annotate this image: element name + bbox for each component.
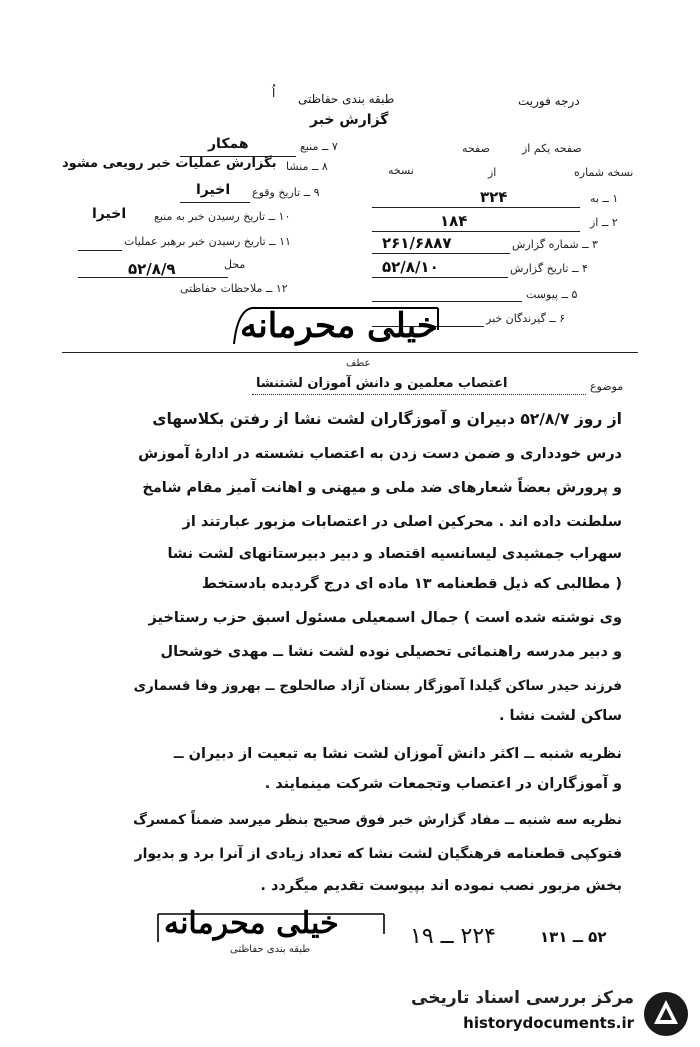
classification-label: طبقه بندی حفاظتی: [298, 92, 395, 106]
body-line: درس خودداری و ضمن دست زدن به اعتصاب نشسته در ادارهٔ آموزش: [138, 446, 622, 462]
report-no-label: ۳ ــ شماره گزارش: [512, 238, 598, 251]
origin-label: ۸ ــ منشا: [286, 160, 328, 173]
stamp-bottom-sub: طبقه بندی حفاظتی: [230, 944, 311, 955]
comment-three-line: فتوکپی قطعنامه فرهنگیان لشت نشا که تعداد زیادی از آنرا برد و بدیوار: [134, 846, 622, 862]
copy-suffix: نسخه: [388, 164, 414, 177]
body-line: سلطنت داده اند . محرکین اصلی در اعتصابات مزبور عبارتند از: [182, 514, 622, 530]
source-label: ۷ ــ منبع: [300, 140, 338, 153]
subject-text: اعتصاب معلمین و دانش آموزان لشتنشا: [256, 376, 508, 391]
report-title: گزارش خبر: [310, 112, 389, 128]
subject-label: موضوع: [590, 380, 624, 393]
body-line: و دبیر مدرسه راهنمائی تحصیلی نوده لشت نشا ــ مهدی خوشحال: [160, 644, 622, 660]
subject-annotation: عطف: [346, 358, 371, 369]
received-source-value: اخیرا: [92, 206, 127, 222]
comment-two-line: و آموزگاران در اعتصاب وتجمعات شرکت مینمایند .: [264, 776, 622, 792]
report-no-value: ۲۶۱/۶۸۸۷: [382, 234, 452, 252]
urgency-label: درجه فوریت: [518, 94, 580, 108]
comment-three-line: بخش مزبور نصب نموده اند بپیوست تقدیم میگردد .: [260, 878, 622, 894]
occurrence-date-label: ۹ ــ تاریخ وقوع: [252, 186, 320, 199]
body-line: سهراب جمشیدی لیسانسیه اقتصاد و دبیر دبیرستانهای لشت نشا: [167, 546, 622, 562]
place-underline: [78, 277, 228, 278]
from-value: ۱۸۴: [440, 212, 468, 230]
notes-label: ۱۲ ــ ملاحظات حفاظتی: [180, 282, 288, 295]
body-line: و پرورش بعضاً شعارهای ضد ملی و میهنی و اهانت آمیز مقام شامخ: [142, 480, 622, 496]
body-line: ساکن لشت نشا .: [498, 708, 622, 724]
body-line: از روز ۵۲/۸/۷ دبیران و آموزگاران لشت نشا از رفتن بکلاسهای: [152, 410, 622, 428]
handwritten-ref: ۲۲۴ ــ ۱۹: [410, 924, 496, 949]
body-line: فرزند حیدر ساکن گیلدا آموزگار بستان آزاد صالحلوج ــ بهروز وفا قسماری: [133, 678, 622, 694]
page-label: صفحه یکم از: [522, 142, 582, 155]
occurrence-date-value: اخیرا: [196, 182, 231, 198]
report-date-label: ۴ ــ تاریخ گزارش: [510, 262, 588, 275]
watermark-title: مرکز بررسی اسناد تاریخی: [411, 988, 634, 1008]
origin-value: بگزارش عملیات خبر رویعی مشود: [62, 156, 277, 171]
watermark-url: historydocuments.ir: [463, 1014, 634, 1032]
body-line: ( مطالبی که ذیل قطعنامه ۱۳ ماده ای درج گردیده بادستخط: [201, 576, 622, 592]
comment-three-line: نظریه سه شنبه ــ مفاد گزارش خبر فوق صحیح بنظر میرسد ضمناً کمسرگ: [133, 812, 622, 828]
to-underline: [372, 207, 580, 208]
to-value: ۳۲۴: [480, 188, 508, 206]
received-ops-underline: [78, 250, 122, 251]
place-value: ۵۲/۸/۹: [128, 260, 176, 278]
from-underline: [372, 231, 580, 232]
report-date-value: ۵۲/۸/۱۰: [382, 258, 439, 276]
report-no-underline: [372, 253, 510, 254]
header-divider: [62, 352, 638, 353]
received-source-label: ۱۰ ــ تاریخ رسیدن خبر به منبع: [154, 210, 291, 223]
page-suffix: صفحه: [462, 142, 490, 155]
source-value: همکار: [208, 136, 249, 152]
subject-underline: [252, 394, 586, 395]
attachment-label: ۵ ــ پیوست: [526, 288, 578, 301]
recipients-label: ۶ ــ گیرندگان خبر: [486, 312, 566, 325]
comment-two-line: نظریه شنبه ــ اکثر دانش آموزان لشت نشا به تبعیت از دبیران ــ: [173, 746, 622, 762]
bottom-code: ۵۲ ــ ۱۳۱: [540, 928, 607, 946]
received-ops-label: ۱۱ ــ تاریخ رسیدن خبر برهبر عملیات: [124, 235, 291, 248]
archive-logo-icon: [642, 990, 690, 1038]
stamp-bottom: خیلی محرمانه: [164, 906, 339, 941]
from-label: ۲ ــ از: [590, 216, 618, 229]
watermark: [411, 986, 692, 1042]
report-date-underline: [372, 277, 508, 278]
occurrence-date-underline: [180, 202, 250, 203]
classification-mark: اُ: [272, 86, 276, 100]
place-label: محل: [224, 258, 246, 271]
stamp-top: خیلی محرمانه: [240, 306, 438, 346]
body-line: وی نوشته شده است ) جمال اسمعیلی مسئول اسبق حزب رستاخیز: [148, 610, 622, 626]
copy-label: نسخه شماره: [574, 166, 634, 179]
copy-from: از: [488, 166, 497, 179]
to-label: ۱ ــ به: [590, 192, 619, 205]
